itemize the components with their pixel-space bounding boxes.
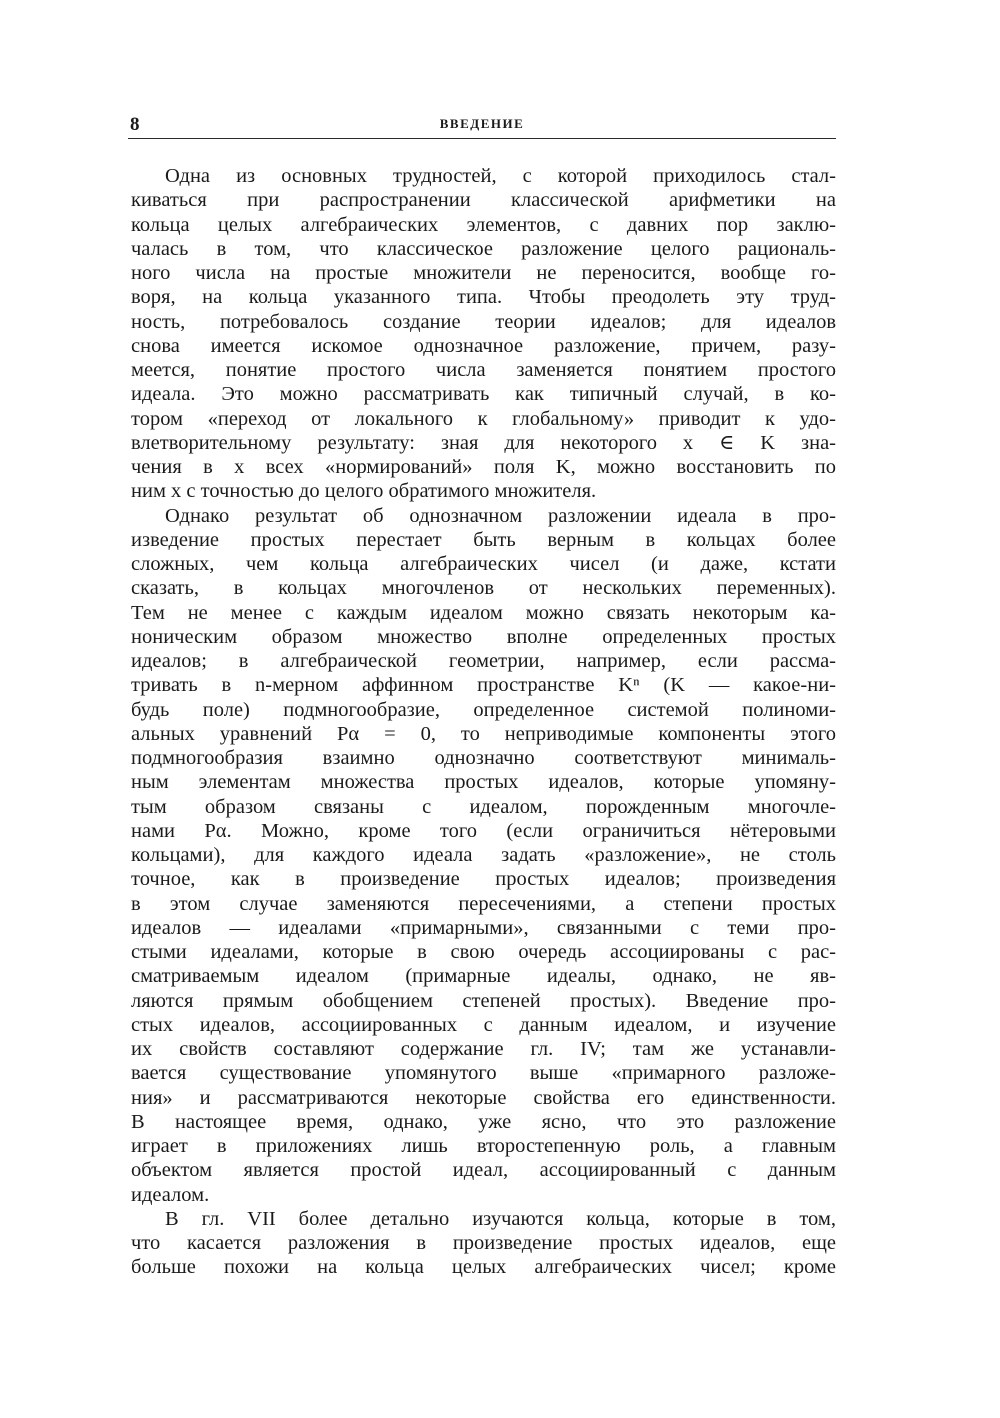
- paragraph-2: [131, 504, 836, 1207]
- text-line: чалась в том, что классическое разложение целого рациональ-: [131, 237, 836, 260]
- text-line: воря, на кольца указанного типа. Чтобы преодолеть эту труд-: [131, 286, 836, 309]
- text-line: Одна из основных трудностей, с которой приходилось стал-: [165, 165, 836, 187]
- text-line: В настоящее время, однако, уже ясно, что это разложение: [131, 1110, 836, 1133]
- text-line: больше похожи на кольца целых алгебраических чисел; кроме: [131, 1256, 836, 1279]
- text-line: идеалов — идеалами «примарными», связанными с теми про-: [131, 916, 836, 939]
- text-line: меется, понятие простого числа заменяется понятием простого: [131, 359, 836, 381]
- text-line: что касается разложения в произведение простых идеалов, еще: [131, 1232, 836, 1254]
- text-line: нами Pα. Можно, кроме того (если ограничиться нётеровыми: [131, 819, 836, 842]
- text-line: тривать в n-мерном аффинном пространстве Kⁿ (K — какое-ни-: [131, 674, 836, 697]
- text-line: стыми идеалами, которые в свою очередь ассоциированы с рас-: [131, 941, 836, 963]
- text-line: сматриваемым идеалом (примарные идеалы, однако, не яв-: [131, 965, 836, 988]
- text-line: ность, потребовалось создание теории идеалов; для идеалов: [131, 310, 836, 333]
- text-line: альных уравнений Pα = 0, то неприводимые компоненты этого: [131, 722, 836, 745]
- text-line: идеала. Это можно рассматривать как типичный случай, в ко-: [131, 383, 836, 406]
- text-line: влетворительному результату: зная для некоторого x ∈ K зна-: [131, 431, 836, 454]
- text-line: играет в приложениях лишь второстепенную роль, а главным: [131, 1135, 836, 1157]
- text-line: Однако результат об однозначном разложении идеала в про-: [165, 504, 836, 527]
- text-line: в этом случае заменяются пересечениями, а степени простых: [131, 892, 836, 915]
- text-line: ния» и рассматриваются некоторые свойства его единственности.: [131, 1086, 836, 1109]
- text-line: тым образом связаны с идеалом, порожденным многочле-: [131, 795, 836, 818]
- paragraph-1: [131, 164, 836, 504]
- text-line: кольца целых алгебраических элементов, с давних пор заклю-: [131, 213, 836, 236]
- text-line: снова имеется искомое однозначное разложение, причем, разу-: [131, 334, 836, 357]
- text-line: вается существование упомянутого выше «примарного разложе-: [131, 1062, 836, 1085]
- text-line: Тем не менее с каждым идеалом можно связать некоторым ка-: [131, 601, 836, 624]
- text-line: киваться при распространении классической арифметики на: [131, 189, 836, 212]
- text-line: идеалом.: [131, 1183, 210, 1206]
- paragraph-3: [131, 1207, 836, 1280]
- text-line: тором «переход от локального к глобальному» приводит к удо-: [131, 407, 836, 430]
- text-line: ного числа на простые множители не переносится, вообще го-: [131, 262, 836, 284]
- text-line: сказать, в кольцах многочленов от нескольких переменных).: [131, 577, 836, 600]
- text-line: ным элементам множества простых идеалов, которые упомяну-: [131, 771, 836, 794]
- running-head: [128, 108, 836, 139]
- text-line: В гл. VII более детально изучаются кольца, которые в том,: [165, 1207, 836, 1230]
- text-line: объектом является простой идеал, ассоциированный с данным: [131, 1159, 836, 1182]
- text-line: изведение простых перестает быть верным в кольцах более: [131, 528, 836, 551]
- text-line: ним x с точностью до целого обратимого множителя.: [131, 480, 597, 503]
- text-line: сложных, чем кольца алгебраических чисел (и даже, кстати: [131, 553, 836, 575]
- text-line: их свойств составляют содержание гл. IV; там же устанавли-: [131, 1038, 836, 1060]
- text-line: ляются прямым обобщением степеней простых). Введение про-: [131, 989, 836, 1012]
- text-line: стых идеалов, ассоциированных с данным идеалом, и изучение: [131, 1013, 836, 1036]
- text-line: чения в x всех «нормирований» поля K, можно восстановить по: [131, 456, 836, 478]
- text-line: ноническим образом множество вполне определенных простых: [131, 625, 836, 648]
- chapter-title: ВВЕДЕНИЕ: [439, 116, 525, 131]
- page-number: 8: [130, 114, 140, 135]
- body-text: [131, 164, 836, 1280]
- text-line: подмногообразия взаимно однозначно соответствуют минималь-: [131, 747, 836, 769]
- text-line: точное, как в произведение простых идеалов; произведения: [131, 868, 836, 891]
- text-line: будь поле) подмногообразие, определенное системой полиноми-: [131, 698, 836, 721]
- text-line: идеалов; в алгебраической геометрии, например, если рассма-: [131, 650, 836, 672]
- text-line: кольцами), для каждого идеала задать «разложение», не столь: [131, 844, 836, 866]
